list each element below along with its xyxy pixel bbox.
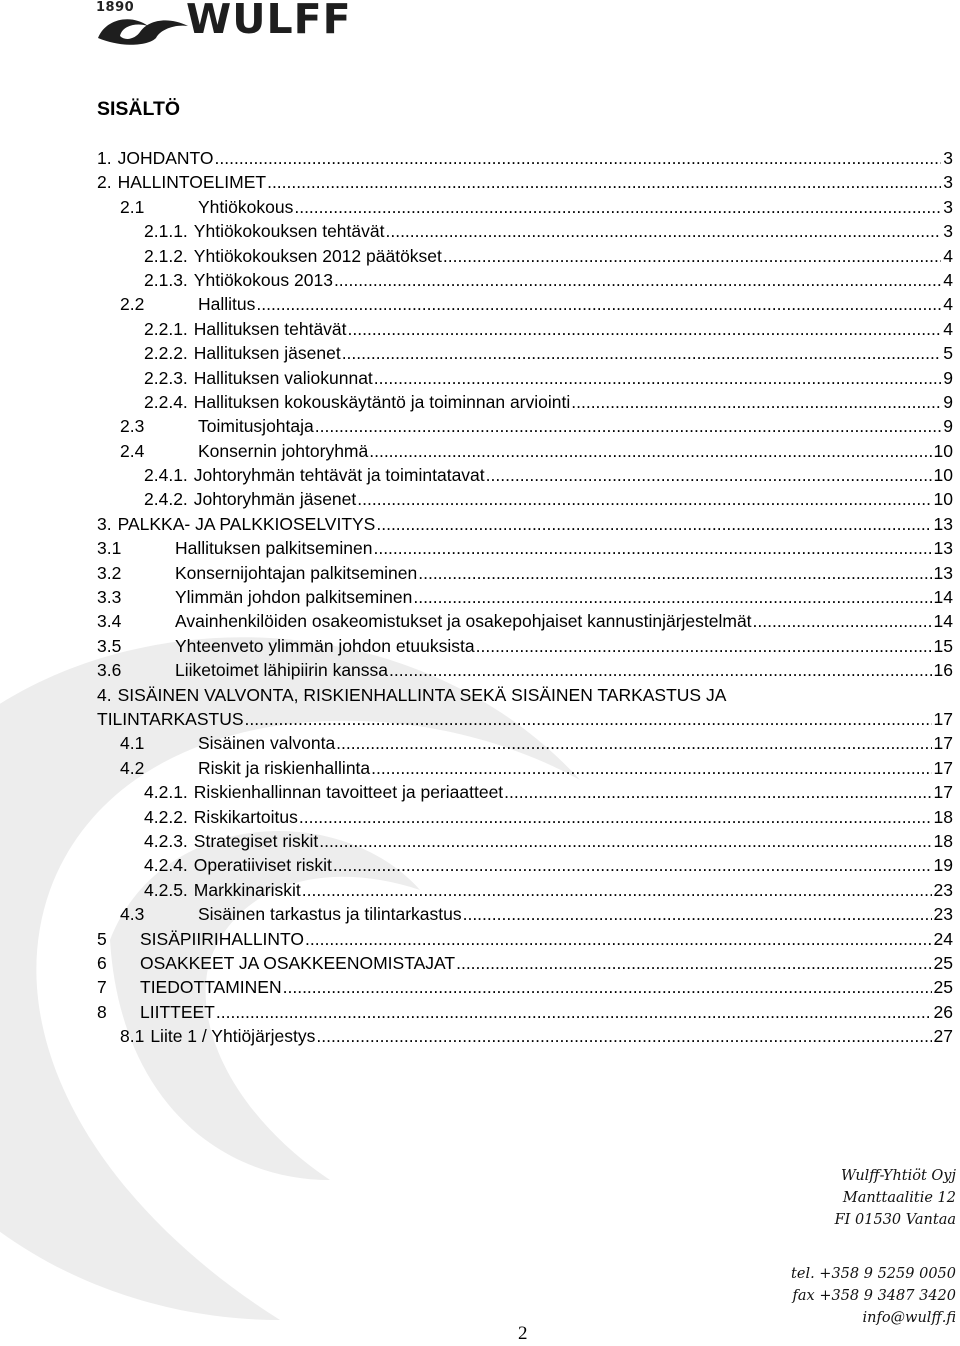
toc-entry-page: 4 — [943, 294, 953, 315]
toc-entry-page: 5 — [943, 343, 953, 364]
toc-leader-dots — [476, 634, 932, 658]
toc-entry-title: Konsernijohtajan palkitseminen — [175, 562, 418, 583]
toc-entry-title: PALKKA- JA PALKKIOSELVITYS — [117, 513, 376, 534]
toc-entry-title: TIEDOTTAMINEN — [140, 977, 282, 998]
toc-entry[interactable] — [97, 317, 953, 341]
toc-entry[interactable] — [97, 731, 953, 755]
toc-entry-number: 3.4 — [97, 611, 122, 632]
toc-entry-number: 2.2.4. — [144, 391, 188, 412]
toc-leader-dots — [267, 170, 941, 194]
toc-entry[interactable] — [97, 951, 953, 975]
toc-leader-dots — [413, 585, 931, 609]
toc-entry-title: Operatiiviset riskit — [193, 855, 332, 876]
toc-leader-dots — [389, 658, 932, 682]
toc-entry[interactable] — [97, 878, 953, 902]
toc-entry-number: 2. — [97, 172, 112, 193]
toc-entry[interactable] — [97, 902, 953, 926]
company-address — [770, 1165, 956, 1329]
toc-leader-dots — [443, 244, 941, 268]
toc-entry-number: 3.3 — [97, 587, 122, 608]
toc-entry-number: 2.1.1. — [144, 221, 188, 242]
toc-entry-page: 3 — [943, 172, 953, 193]
toc-entry-number: 8.1 — [120, 1026, 145, 1047]
toc-entry-page: 4 — [943, 245, 953, 266]
toc-entry-page: 3 — [943, 221, 953, 242]
toc-entry[interactable] — [97, 268, 953, 292]
toc-entry[interactable] — [97, 780, 953, 804]
toc-leader-dots — [299, 805, 932, 829]
toc-entry-title: SISÄINEN VALVONTA, RISKIENHALLINTA SEKÄ SISÄINEN TARKASTUS JA — [117, 684, 727, 705]
toc-entry-number: 3.6 — [97, 660, 122, 681]
toc-entry[interactable] — [97, 927, 953, 951]
toc-entry-page: 23 — [933, 879, 953, 900]
toc-entry-number: 2.4 — [120, 440, 145, 461]
toc-entry[interactable] — [97, 975, 953, 999]
toc-entry-title: Ylimmän johdon palkitseminen — [175, 587, 413, 608]
toc-entry-title: OSAKKEET JA OSAKKEENOMISTAJAT — [140, 952, 456, 973]
toc-leader-dots — [256, 292, 941, 316]
toc-leader-dots — [418, 561, 931, 585]
toc-entry-page: 10 — [933, 465, 953, 486]
toc-entry-number: 5 — [97, 928, 107, 949]
toc-entry-number: 3.1 — [97, 538, 122, 559]
toc-entry-page: 10 — [933, 440, 953, 461]
toc-entry-title: SISÄPIIRIHALLINTO — [140, 928, 305, 949]
toc-entry-page: 17 — [933, 733, 953, 754]
toc-entry-number: 2.4.1. — [144, 465, 188, 486]
toc-entry-title: Hallituksen palkitseminen — [175, 538, 373, 559]
toc-entry[interactable] — [97, 463, 953, 487]
toc-leader-dots — [571, 390, 941, 414]
company-logo — [96, 0, 366, 46]
toc-entry-number: 4.2 — [120, 757, 145, 778]
toc-leader-dots — [316, 1024, 931, 1048]
toc-entry-page: 13 — [933, 562, 953, 583]
toc-entry-number: 4.2.1. — [144, 782, 188, 803]
toc-entry[interactable] — [97, 561, 953, 585]
toc-entry[interactable] — [97, 487, 953, 511]
toc-entry-number: 4.2.4. — [144, 855, 188, 876]
toc-leader-dots — [319, 829, 931, 853]
toc-entry-page: 19 — [933, 855, 953, 876]
toc-leader-dots — [374, 366, 941, 390]
toc-entry-page: 13 — [933, 513, 953, 534]
toc-entry-page: 18 — [933, 830, 953, 851]
toc-entry-title: Hallituksen kokouskäytäntö ja toiminnan arviointi — [193, 391, 571, 412]
toc-entry[interactable] — [97, 609, 953, 633]
toc-entry-page: 4 — [943, 269, 953, 290]
toc-entry[interactable] — [97, 536, 953, 560]
toc-entry-title: Konsernin johtoryhmä — [198, 440, 369, 461]
address-tel: tel. +358 9 5259 0050 — [791, 1266, 956, 1282]
toc-entry-page: 25 — [933, 952, 953, 973]
toc-entry[interactable] — [97, 292, 953, 316]
toc-leader-dots — [357, 487, 931, 511]
toc-entry-title: Riskit ja riskienhallinta — [198, 757, 371, 778]
toc-entry[interactable] — [97, 512, 953, 536]
toc-leader-dots — [336, 731, 931, 755]
toc-entry-page: 16 — [933, 660, 953, 681]
toc-leader-dots — [456, 951, 931, 975]
toc-entry[interactable] — [97, 585, 953, 609]
toc-leader-dots — [305, 927, 931, 951]
wave-logo-icon — [96, 12, 192, 46]
toc-entry-number: 2.2.2. — [144, 343, 188, 364]
toc-entry[interactable] — [97, 439, 953, 463]
toc-entry-number: 8 — [97, 1001, 107, 1022]
toc-entry-page: 15 — [933, 635, 953, 656]
logo-year: 1890 — [96, 0, 135, 15]
toc-entry-title: Riskienhallinnan tavoitteet ja periaatteet — [193, 782, 504, 803]
toc-leader-dots — [376, 512, 931, 536]
toc-entry-number: 2.2.1. — [144, 318, 188, 339]
toc-entry-title: Hallituksen valiokunnat — [193, 367, 373, 388]
toc-entry-title: Sisäinen valvonta — [198, 733, 336, 754]
toc-entry[interactable] — [97, 219, 953, 243]
toc-entry-page: 9 — [943, 391, 953, 412]
toc-entry-continuation[interactable] — [97, 707, 953, 731]
toc-entry-page: 13 — [933, 538, 953, 559]
toc-entry-title: Hallituksen tehtävät — [193, 318, 347, 339]
toc-entry-page: 24 — [933, 928, 953, 949]
toc-entry-page: 17 — [933, 708, 953, 729]
toc-entry-title: Avainhenkilöiden osakeomistukset ja osakepohjaiset kannustinjärjestelmät — [175, 611, 752, 632]
toc-entry-number: 6 — [97, 952, 107, 973]
toc-entry-page: 14 — [933, 611, 953, 632]
toc-entry-title: Johtoryhmän tehtävät ja toimintatavat — [193, 465, 485, 486]
toc-entry-page: 17 — [933, 757, 953, 778]
toc-entry-title: Sisäinen tarkastus ja tilintarkastus — [198, 904, 462, 925]
toc-entry[interactable] — [97, 195, 953, 219]
toc-entry-title: Yhtiökokouksen tehtävät — [193, 221, 385, 242]
toc-entry-title: JOHDANTO — [117, 148, 214, 168]
toc-entry-number: 1. — [97, 148, 112, 168]
toc-leader-dots — [348, 317, 942, 341]
toc-leader-dots — [333, 853, 932, 877]
toc-leader-dots — [342, 341, 942, 365]
toc-entry[interactable] — [97, 683, 953, 707]
toc-entry-title: Yhtiökokouksen 2012 päätökset — [193, 245, 442, 266]
toc-entry[interactable] — [97, 756, 953, 780]
toc-entry-number: 7 — [97, 977, 107, 998]
toc-entry-number: 4.2.5. — [144, 879, 188, 900]
toc-entry-page: 4 — [943, 318, 953, 339]
page-title: SISÄLTÖ — [97, 98, 181, 120]
toc-leader-dots — [302, 878, 932, 902]
toc-entry[interactable] — [97, 658, 953, 682]
toc-entry-number: 3. — [97, 513, 112, 534]
toc-entry-page: 14 — [933, 587, 953, 608]
toc-entry[interactable] — [97, 634, 953, 658]
toc-leader-dots — [283, 975, 932, 999]
toc-leader-dots — [216, 1000, 932, 1024]
toc-leader-dots — [334, 268, 941, 292]
toc-entry-number: 4.1 — [120, 733, 145, 754]
toc-entry[interactable] — [97, 829, 953, 853]
toc-leader-dots — [369, 439, 931, 463]
toc-entry-number: 2.3 — [120, 416, 145, 437]
toc-entry-title: LIITTEET — [140, 1001, 215, 1022]
toc-entry[interactable] — [97, 853, 953, 877]
toc-entry-page: 27 — [933, 1026, 953, 1047]
toc-leader-dots — [371, 756, 931, 780]
table-of-contents — [97, 146, 953, 1048]
toc-leader-dots — [504, 780, 931, 804]
page-number: 2 — [518, 1323, 528, 1344]
toc-entry-title: Strategiset riskit — [193, 830, 319, 851]
toc-leader-dots — [385, 219, 941, 243]
toc-entry[interactable] — [97, 146, 953, 170]
toc-entry-number: 4.2.3. — [144, 830, 188, 851]
toc-entry[interactable] — [97, 805, 953, 829]
toc-leader-dots — [486, 463, 932, 487]
toc-entry-title: Riskikartoitus — [193, 806, 298, 827]
toc-entry-title: HALLINTOELIMET — [117, 172, 267, 193]
toc-leader-dots — [215, 146, 942, 170]
toc-entry-title: Hallituksen jäsenet — [193, 343, 341, 364]
toc-entry-page: 3 — [943, 196, 953, 217]
toc-entry-title: Liite 1 / Yhtiöjärjestys — [150, 1026, 316, 1047]
toc-entry-title: Yhtiökokous — [198, 196, 294, 217]
toc-entry[interactable] — [97, 244, 953, 268]
toc-entry-number: 4.2.2. — [144, 806, 188, 827]
toc-leader-dots — [753, 609, 932, 633]
toc-entry-number: 4.3 — [120, 904, 145, 925]
toc-entry[interactable] — [97, 341, 953, 365]
toc-entry-number: 2.2 — [120, 294, 145, 315]
toc-entry-title: Liiketoimet lähipiirin kanssa — [175, 660, 389, 681]
toc-entry-title: Johtoryhmän jäsenet — [193, 489, 357, 510]
toc-entry-title: Toimitusjohtaja — [198, 416, 314, 437]
address-street: Manttaalitie 12 — [842, 1190, 956, 1206]
logo-wordmark: WULFF — [186, 0, 352, 43]
toc-entry-number: 3.5 — [97, 635, 122, 656]
toc-entry-page: 9 — [943, 367, 953, 388]
toc-entry[interactable] — [97, 366, 953, 390]
toc-leader-dots — [463, 902, 932, 926]
address-fax: fax +358 9 3487 3420 — [792, 1288, 956, 1304]
toc-entry-number: 3.2 — [97, 562, 122, 583]
toc-entry-page: 23 — [933, 904, 953, 925]
toc-entry-number: 2.1 — [120, 196, 145, 217]
toc-entry-number: 4. — [97, 684, 112, 705]
toc-entry[interactable] — [97, 390, 953, 414]
toc-entry-page: 3 — [943, 148, 953, 168]
toc-entry-page: 10 — [933, 489, 953, 510]
toc-entry[interactable] — [97, 414, 953, 438]
toc-leader-dots — [373, 536, 931, 560]
toc-entry-number: 2.1.3. — [144, 269, 188, 290]
toc-entry-page: 25 — [933, 977, 953, 998]
address-city: FI 01530 Vantaa — [834, 1212, 956, 1228]
address-email: info@wulff.fi — [862, 1310, 956, 1326]
toc-entry-number: 2.1.2. — [144, 245, 188, 266]
toc-entry-title: Hallitus — [198, 294, 256, 315]
toc-entry-page: 17 — [933, 782, 953, 803]
toc-entry-page: 18 — [933, 806, 953, 827]
toc-leader-dots — [315, 414, 942, 438]
toc-entry-title: Yhteenveto ylimmän johdon etuuksista — [175, 635, 475, 656]
toc-entry[interactable] — [97, 170, 953, 194]
toc-entry-title: Yhtiökokous 2013 — [193, 269, 333, 290]
toc-entry[interactable] — [97, 1000, 953, 1024]
toc-entry-title-continued: TILINTARKASTUS — [97, 708, 244, 729]
toc-leader-dots — [245, 707, 932, 731]
toc-entry-title: Markkinariskit — [193, 879, 301, 900]
address-company: Wulff-Yhtiöt Oyj — [841, 1168, 956, 1184]
toc-entry[interactable] — [97, 1024, 953, 1048]
toc-entry-number: 2.2.3. — [144, 367, 188, 388]
toc-entry-page: 26 — [933, 1001, 953, 1022]
toc-leader-dots — [294, 195, 941, 219]
toc-entry-number: 2.4.2. — [144, 489, 188, 510]
toc-entry-page: 9 — [943, 416, 953, 437]
